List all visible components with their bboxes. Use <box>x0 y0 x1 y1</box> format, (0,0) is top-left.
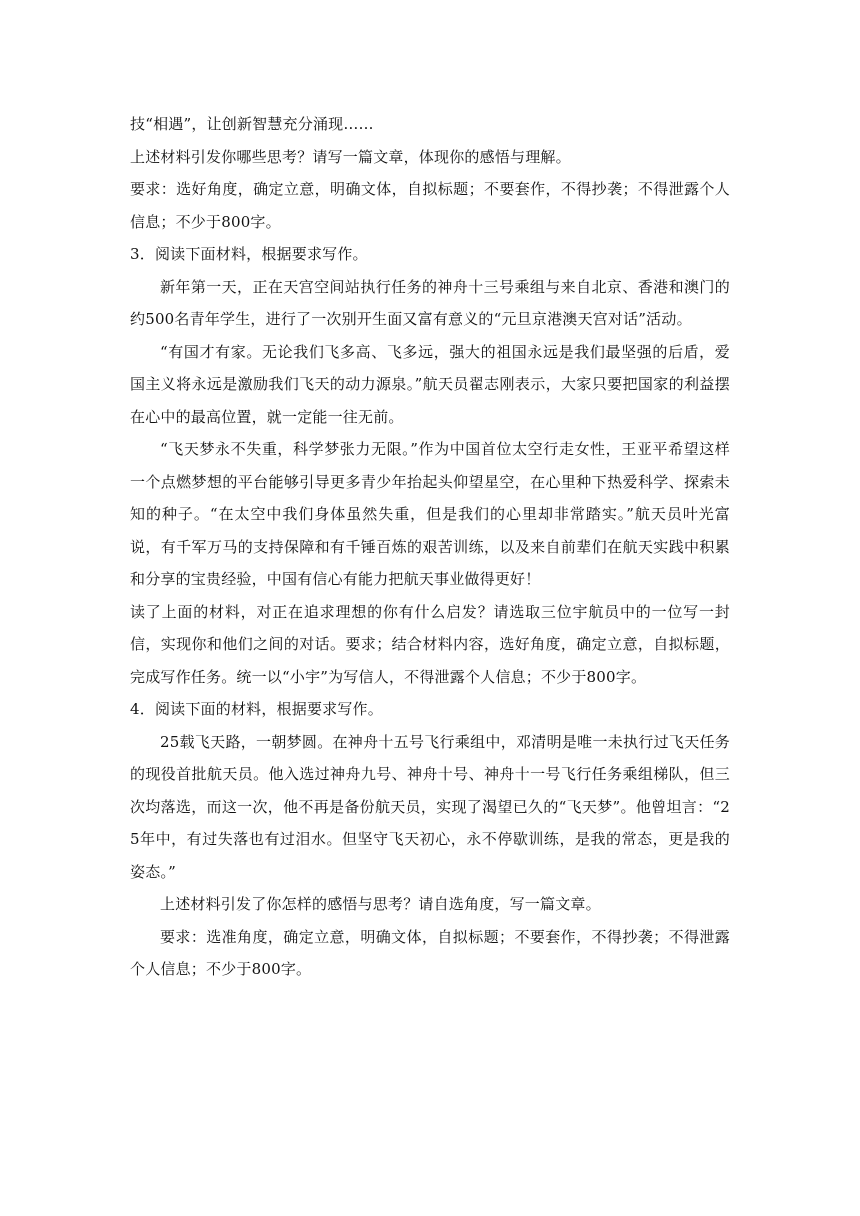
prompt-question-2: 上述材料引发你哪些思考？请写一篇文章，体现你的感悟与理解。 <box>130 147 571 166</box>
question-3-task: 读了上面的材料，对正在追求理想的你有什么启发？请选取三位宇航员中的一位写一封信，实现你和他们之间的对话。要求；结合材料内容，选好角度，确定立意，自拟标题，完成写作任务。统一以“小宇”为写信人，不得泄露个人信息；不少于800字。 <box>130 602 730 686</box>
question-3-material-3: “飞天梦永不失重，科学梦张力无限。”作为中国首位太空行走女性，王亚平希望这样一个点燃梦想的平台能够引导更多青少年抬起头仰望星空，在心里种下热爱科学、探索未知的种子。“在太空中我们身体虽然失重，但是我们的心里却非常踏实。”航天员叶光富说，有千军万马的支持保障和有千锤百炼的艰苦训练，以及来自前辈们在航天实践中积累和分享的宝贵经验，中国有信心有能力把航天事业做得更好！ <box>130 440 730 588</box>
question-3-material-2: “有国才有家。无论我们飞多高、飞多远，强大的祖国永远是我们最坚强的后盾，爱国主义将永远是激励我们飞天的动力源泉。”航天员翟志刚表示，大家只要把国家的利益摆在心中的最高位置，就一定能一往无前。 <box>130 342 730 426</box>
question-4-heading: 4．阅读下面的材料，根据要求写作。 <box>130 700 383 718</box>
material-closing-line: 技“相遇”，让创新智慧充分涌现…… <box>130 115 374 133</box>
question-3-heading: 3．阅读下面材料，根据要求写作。 <box>130 245 368 263</box>
question-4-requirements: 要求：选准角度，确定立意，明确文体，自拟标题；不要套作，不得抄袭；不得泄露个人信息；不少于800字。 <box>130 927 730 978</box>
question-3-material-1: 新年第一天，正在天宫空间站执行任务的神舟十三号乘组与来自北京、香港和澳门的约500名青年学生，进行了一次别开生面又富有意义的“元旦京港澳天宫对话”活动。 <box>130 277 730 328</box>
question-4-prompt: 上述材料引发了你怎样的感悟与思考？请自选角度，写一篇文章。 <box>160 895 601 913</box>
requirements-2: 要求：选好角度，确定立意，明确文体，自拟标题；不要套作，不得抄袭；不得泄露个人信息；不少于800字。 <box>130 180 730 231</box>
question-4-material: 25载飞天路，一朝梦圆。在神舟十五号飞行乘组中，邓清明是唯一未执行过飞天任务的现役首批航天员。他入选过神舟九号、神舟十号、神舟十一号飞行任务乘组梯队，但三次均落选，而这一次，他不再是备份航天员，实现了渴望已久的“飞天梦”。他曾坦言：“25年中，有过失落也有过泪水。但坚守飞天初心，永不停歇训练，是我的常态，更是我的姿态。” <box>130 732 730 881</box>
document-body <box>130 108 730 986</box>
